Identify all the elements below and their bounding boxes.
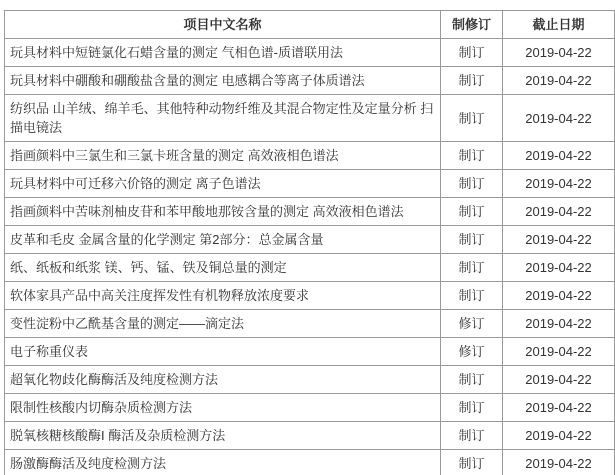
table-body <box>5 39 615 475</box>
deadline-cell: 2019-04-22 <box>503 95 615 142</box>
table-row <box>5 67 615 95</box>
column-header-project-name: 项目中文名称 <box>5 11 441 39</box>
table-row <box>5 198 615 226</box>
column-header-revision-type: 制修订 <box>441 11 503 39</box>
column-header-deadline: 截止日期 <box>503 11 615 39</box>
revision-type-cell: 制订 <box>441 282 503 310</box>
revision-type-cell: 制订 <box>441 366 503 394</box>
project-name-cell: 肠激酶酶活及纯度检测方法 <box>5 450 441 475</box>
project-name-cell: 纸、纸板和纸浆 镁、钙、锰、铁及铜总量的测定 <box>5 254 441 282</box>
table-row <box>5 170 615 198</box>
revision-type-cell: 制订 <box>441 198 503 226</box>
deadline-cell: 2019-04-22 <box>503 67 615 95</box>
table-row <box>5 366 615 394</box>
deadline-cell: 2019-04-22 <box>503 282 615 310</box>
deadline-cell: 2019-04-22 <box>503 170 615 198</box>
revision-type-cell: 制订 <box>441 422 503 450</box>
revision-type-cell: 修订 <box>441 338 503 366</box>
project-name-cell: 电子称重仪表 <box>5 338 441 366</box>
table-row <box>5 394 615 422</box>
deadline-cell: 2019-04-22 <box>503 366 615 394</box>
table-row <box>5 254 615 282</box>
project-name-cell: 皮革和毛皮 金属含量的化学测定 第2部分：总金属含量 <box>5 226 441 254</box>
revision-type-cell: 制订 <box>441 254 503 282</box>
standards-project-table <box>4 10 615 475</box>
project-name-cell: 软体家具产品中高关注度挥发性有机物释放浓度要求 <box>5 282 441 310</box>
deadline-cell: 2019-04-22 <box>503 394 615 422</box>
table-row <box>5 282 615 310</box>
revision-type-cell: 修订 <box>441 310 503 338</box>
project-name-cell: 纺织品 山羊绒、绵羊毛、其他特种动物纤维及其混合物定性及定量分析 扫描电镜法 <box>5 95 441 142</box>
project-name-cell: 脱氧核糖核酸酶I 酶活及杂质检测方法 <box>5 422 441 450</box>
project-name-cell: 指画颜料中苦味剂柚皮苷和苯甲酸地那铵含量的测定 高效液相色谱法 <box>5 198 441 226</box>
project-name-cell: 玩具材料中硼酸和硼酸盐含量的测定 电感耦合等离子体质谱法 <box>5 67 441 95</box>
deadline-cell: 2019-04-22 <box>503 422 615 450</box>
table-row <box>5 142 615 170</box>
revision-type-cell: 制订 <box>441 95 503 142</box>
revision-type-cell: 制订 <box>441 394 503 422</box>
revision-type-cell: 制订 <box>441 226 503 254</box>
deadline-cell: 2019-04-22 <box>503 450 615 475</box>
table-row <box>5 310 615 338</box>
table-row <box>5 450 615 475</box>
revision-type-cell: 制订 <box>441 67 503 95</box>
table-row <box>5 422 615 450</box>
deadline-cell: 2019-04-22 <box>503 198 615 226</box>
revision-type-cell: 制订 <box>441 450 503 475</box>
deadline-cell: 2019-04-22 <box>503 39 615 67</box>
project-name-cell: 变性淀粉中乙酰基含量的测定——滴定法 <box>5 310 441 338</box>
project-name-cell: 玩具材料中短链氯化石蜡含量的测定 气相色谱-质谱联用法 <box>5 39 441 67</box>
deadline-cell: 2019-04-22 <box>503 226 615 254</box>
deadline-cell: 2019-04-22 <box>503 310 615 338</box>
table-row <box>5 95 615 142</box>
deadline-cell: 2019-04-22 <box>503 254 615 282</box>
revision-type-cell: 制订 <box>441 142 503 170</box>
table-row <box>5 226 615 254</box>
revision-type-cell: 制订 <box>441 39 503 67</box>
deadline-cell: 2019-04-22 <box>503 142 615 170</box>
table-row <box>5 338 615 366</box>
project-name-cell: 限制性核酸内切酶杂质检测方法 <box>5 394 441 422</box>
revision-type-cell: 制订 <box>441 170 503 198</box>
table-row <box>5 39 615 67</box>
project-name-cell: 指画颜料中三氯生和三氯卡班含量的测定 高效液相色谱法 <box>5 142 441 170</box>
project-name-cell: 超氧化物歧化酶酶活及纯度检测方法 <box>5 366 441 394</box>
header-row <box>5 11 615 39</box>
project-name-cell: 玩具材料中可迁移六价铬的测定 离子色谱法 <box>5 170 441 198</box>
deadline-cell: 2019-04-22 <box>503 338 615 366</box>
